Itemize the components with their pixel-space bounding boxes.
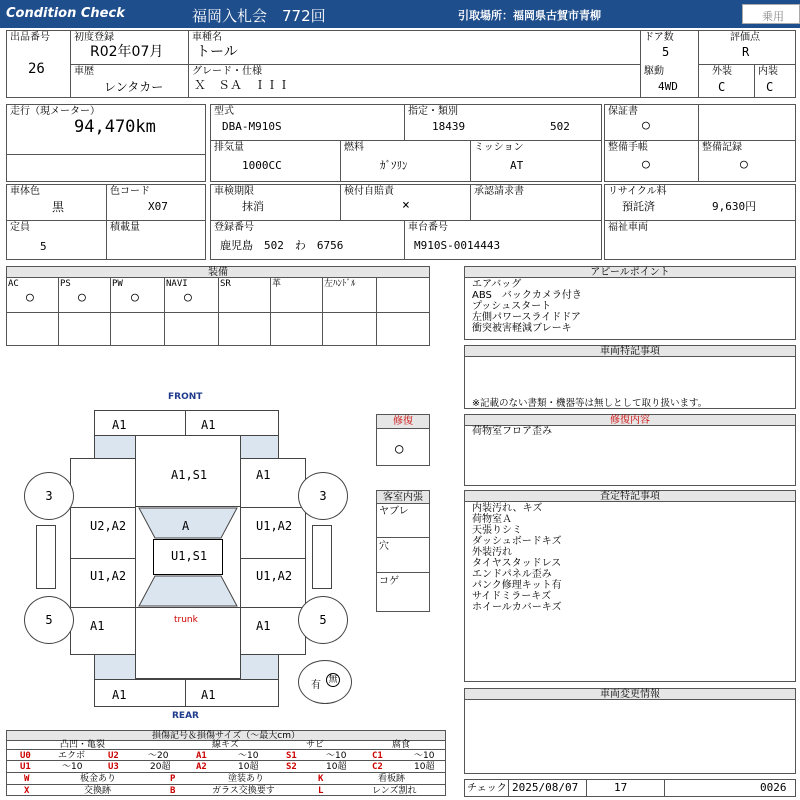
front-corner-left	[94, 435, 136, 459]
rear-bumper-left	[94, 679, 186, 707]
front-door-right-code: U1,A2	[256, 519, 293, 533]
assessment-line: エンドパネル歪み	[472, 569, 552, 580]
doors-label: ドア数	[644, 32, 674, 43]
fuel-label: 燃料	[344, 142, 364, 153]
fuel-value: ｶﾞｿﾘﾝ	[380, 159, 408, 172]
legend-text: 〜10	[238, 751, 259, 761]
rear-door-left-code: U1,A2	[90, 569, 127, 583]
rear-bumper-right-code: A1	[201, 688, 216, 702]
front-corner-right	[240, 435, 279, 459]
legend-code: A2	[196, 762, 207, 772]
front-fender-right	[240, 458, 306, 508]
equip-sr-label: SR	[220, 279, 231, 289]
type-label: 型式	[214, 106, 234, 117]
assessment-line: 荷物室Ａ	[472, 514, 512, 525]
legend-group: サビ	[306, 740, 325, 750]
appeal-line: 衝突被害軽減ブレーキ	[472, 323, 572, 334]
reg-no-label: 登録番号	[214, 222, 254, 233]
displacement-label: 排気量	[214, 142, 244, 153]
cabin-title: 客室内張	[377, 491, 429, 504]
legend-group: 凸凹・亀裂	[60, 740, 106, 750]
legend-title: 損傷記号＆損傷サイズ（〜最大cm）	[7, 731, 445, 741]
assessment-line: タイヤスタッドレス	[472, 558, 562, 569]
type-value: DBA-M910S	[222, 120, 282, 133]
body-color-label: 車体色	[10, 186, 40, 197]
legend-mark-text: 塗装あり	[228, 774, 265, 784]
cabin-item: ヤブレ	[379, 506, 409, 517]
interior-value: C	[766, 80, 774, 94]
repair-content-line: 荷物室フロア歪み	[472, 426, 552, 437]
exterior-value: C	[718, 80, 726, 94]
assessment-line: サイドミラーキズ	[472, 591, 552, 602]
designation-value: 18439	[432, 120, 466, 133]
tire-front-right: 3	[298, 472, 348, 520]
rear-quarter-right	[240, 607, 306, 655]
legend-code: U0	[20, 751, 31, 761]
rear-door-right-code: U1,A2	[256, 569, 293, 583]
equip-navi-label: NAVI	[166, 279, 188, 289]
records-label: 整備記録	[702, 142, 742, 153]
lot-label: 出品番号	[10, 32, 50, 43]
model-name-label: 車種名	[192, 32, 222, 43]
chassis-label: 車台番号	[408, 222, 448, 233]
front-door-right	[240, 507, 306, 559]
drive-label: 駆動	[644, 66, 664, 77]
hood-code: A1,S1	[171, 468, 208, 482]
doors-value: 5	[662, 45, 670, 59]
legend-mark-code: B	[170, 786, 176, 796]
trunk-label: trunk	[174, 615, 198, 625]
front-door-left-code: U2,A2	[90, 519, 127, 533]
legend-mark-code: X	[24, 786, 30, 796]
front-bumper-right-code: A1	[201, 418, 216, 432]
model-name-value: トール	[196, 44, 238, 60]
rear-quarter-right-code: A1	[256, 619, 271, 633]
legend-mark-code: L	[318, 786, 324, 796]
equip-pw-label: PW	[112, 279, 123, 289]
score-value: R	[742, 45, 750, 59]
capacity-label: 定員	[10, 222, 30, 233]
check-label: チェック	[467, 783, 507, 794]
records-value: ○	[740, 157, 748, 172]
lot-value: 26	[28, 61, 45, 77]
appeal-line: ABS バックカメラ付き	[472, 290, 582, 301]
check-date: 2025/08/07	[512, 781, 579, 794]
mirror-left	[36, 525, 56, 589]
front-door-left	[70, 507, 136, 559]
change-info-box	[464, 688, 796, 774]
equip-ac-label: AC	[8, 279, 19, 289]
equip-ac-mark: ○	[26, 290, 34, 305]
front-bumper-right	[185, 410, 279, 436]
legend-code: U3	[108, 762, 119, 772]
mirror-right	[312, 525, 332, 589]
legend-text: 〜10	[414, 751, 435, 761]
mileage-value: 94,470km	[74, 117, 156, 137]
cabin-item: コゲ	[379, 576, 399, 587]
score-label: 評価点	[730, 32, 760, 43]
appeal-line: プッシュスタート	[472, 301, 552, 312]
appeal-line: エアバッグ	[472, 279, 522, 290]
recycle-amount: 9,630円	[712, 200, 757, 213]
legend-mark-text: レンズ割れ	[372, 786, 417, 796]
check-number: 17	[614, 781, 628, 794]
legend-text: 10超	[414, 762, 435, 772]
chassis-value: M910S-0014443	[414, 239, 501, 252]
legend-mark-text: 看板跡	[378, 774, 406, 784]
grade-value: Ｘ ＳＡ ＩＩＩ	[194, 78, 291, 92]
displacement-value: 1000CC	[242, 159, 282, 172]
grade-label: グレード・仕様	[192, 66, 262, 77]
cabin-item: 穴	[379, 541, 389, 552]
warranty-value: ○	[642, 118, 650, 133]
rear-corner-right	[240, 654, 279, 680]
legend-group: 線キズ	[212, 740, 239, 750]
legend-code: C2	[372, 762, 383, 772]
equip-navi-mark: ○	[184, 290, 192, 305]
insurance-value: ×	[402, 198, 410, 213]
assessment-line: ダッシュボードキズ	[472, 536, 562, 547]
legend-mark-code: W	[24, 774, 30, 784]
header-pickup: 引取場所：福岡県古賀市青柳	[458, 9, 601, 22]
legend-code: S2	[286, 762, 297, 772]
tire-front-left: 3	[24, 472, 74, 520]
insurance-label: 検付自賠責	[344, 186, 394, 197]
front-bumper-left-code: A1	[112, 418, 127, 432]
reg-no-value: 鹿児島 502 わ 6756	[220, 239, 344, 252]
legend-mark-code: K	[318, 774, 324, 784]
recycle-label: リサイクル料	[608, 186, 667, 197]
transmission-value: AT	[510, 159, 524, 172]
front-bumper-left	[94, 410, 186, 436]
legend-code: U2	[108, 751, 119, 761]
legend-code: U1	[20, 762, 31, 772]
legend-text: エクボ	[58, 751, 86, 761]
warranty-label: 保証書	[608, 106, 638, 117]
color-code-label: 色コード	[110, 186, 150, 197]
load-label: 積載量	[110, 222, 140, 233]
color-code-value: X07	[148, 200, 168, 213]
inspection-value: 抹消	[242, 200, 264, 213]
front-fender-right-code: A1	[256, 468, 271, 482]
history-value: レンタカー	[104, 80, 164, 94]
appeal-line: 左側パワースライドドア	[472, 312, 581, 323]
assessment-line: ホイールカバーキズ	[472, 602, 562, 613]
special-notes-title: 車両特記事項	[465, 346, 795, 357]
repair-content-title: 修復内容	[465, 415, 795, 426]
equip-leather-label: 革	[272, 279, 282, 289]
rear-label: REAR	[172, 711, 199, 721]
header-center-title: 福岡入札会 772回	[192, 7, 326, 25]
tire-rear-left: 5	[24, 596, 74, 644]
legend-code: A1	[196, 751, 207, 761]
legend-code: C1	[372, 751, 383, 761]
equip-pw-mark: ○	[131, 290, 139, 305]
body-color-value: 黒	[52, 200, 65, 214]
inspection-label: 車検期限	[214, 186, 254, 197]
drive-value: 4WD	[658, 80, 678, 93]
legend-text: 〜10	[62, 762, 83, 772]
appeal-title: アピールポイント	[465, 267, 795, 278]
legend-text: 10超	[326, 762, 347, 772]
assessment-line: 外装汚れ	[472, 547, 512, 558]
first-reg-label: 初度登録	[74, 32, 114, 43]
special-notes-footer: ※記載のない書類・機器等は無しとして取り扱います。	[472, 398, 708, 409]
transmission-label: ミッション	[474, 142, 524, 153]
repair-history-title: 修復	[377, 415, 429, 429]
exterior-label: 外装	[712, 66, 732, 77]
equipment-title: 装備	[7, 267, 429, 278]
maintenance-label: 整備手帳	[608, 142, 648, 153]
windshield-code: A	[182, 519, 190, 533]
legend-text: 20超	[150, 762, 171, 772]
front-label: FRONT	[168, 392, 203, 402]
rear-corner-left	[94, 654, 136, 680]
history-label: 車歴	[74, 66, 94, 77]
legend-text: 〜20	[148, 751, 169, 761]
mileage-label: 走行（現メーター）	[10, 106, 100, 117]
legend-mark-text: ガラス交換要す	[212, 786, 275, 796]
rear-bumper-right	[185, 679, 279, 707]
assessment-line: パンク修理キット有	[472, 580, 562, 591]
equip-ps-mark: ○	[78, 290, 86, 305]
header-category-text: 乗用	[762, 10, 784, 23]
assessment-line: 内装汚れ、キズ	[472, 503, 543, 514]
maintenance-value: ○	[642, 157, 650, 172]
equip-lhd-label: 左ﾊﾝﾄﾞﾙ	[324, 279, 356, 289]
rear-bumper-left-code: A1	[112, 688, 127, 702]
class-value: 502	[550, 120, 570, 133]
legend-code: S1	[286, 751, 297, 761]
check-code: 0026	[760, 781, 787, 794]
equip-ps-label: PS	[60, 279, 71, 289]
interior-label: 内装	[758, 66, 778, 77]
rear-door-right	[240, 558, 306, 608]
legend-text: 〜10	[326, 751, 347, 761]
change-info-title: 車両変更情報	[465, 689, 795, 700]
rear-quarter-left-code: A1	[90, 619, 105, 633]
header-left-title: Condition Check	[6, 6, 125, 21]
repair-history-mark: ○	[395, 441, 404, 457]
legend-text: 10超	[238, 762, 259, 772]
legend-group: 腐食	[392, 740, 411, 750]
legend-mark-text: 交換跡	[84, 786, 112, 796]
front-fender-left	[70, 458, 136, 508]
tire-rear-right: 5	[298, 596, 348, 644]
spare-suffix: 無	[326, 673, 340, 687]
welfare-label: 福祉車両	[608, 222, 648, 233]
recycle-status: 預託済	[622, 200, 655, 213]
assessment-title: 査定特記事項	[465, 491, 795, 502]
capacity-value: 5	[40, 240, 47, 253]
spare-prefix: 有	[311, 680, 321, 691]
legend-mark-text: 板金あり	[80, 774, 117, 784]
approval-label: 承認請求書	[474, 186, 524, 197]
spare-tire	[298, 660, 352, 704]
designation-label: 指定・類別	[408, 106, 458, 117]
legend-mark-code: P	[170, 774, 176, 784]
roof-code: U1,S1	[171, 549, 208, 563]
first-reg-value: R02年07月	[90, 44, 164, 60]
assessment-line: 天張りシミ	[472, 525, 522, 536]
rear-door-left	[70, 558, 136, 608]
